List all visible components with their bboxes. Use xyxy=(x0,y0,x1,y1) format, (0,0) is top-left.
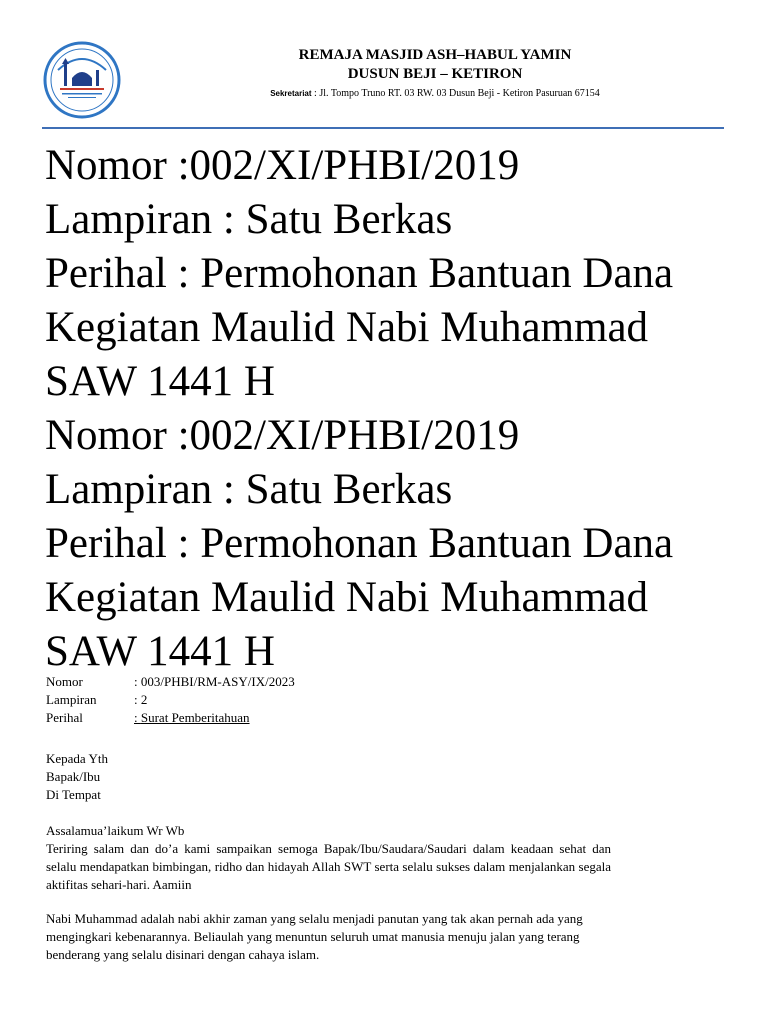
perihal-prefix: : xyxy=(134,710,141,725)
perihal-label: Perihal xyxy=(46,710,83,725)
letterhead xyxy=(0,0,768,130)
recipient-line: Di Tempat xyxy=(46,787,101,802)
nomor-value: : 003/PHBI/RM-ASY/IX/2023 xyxy=(134,674,295,689)
greeting: Assalamua’laikum Wr Wb xyxy=(46,823,185,838)
recipient-line: Bapak/Ibu xyxy=(46,769,101,784)
paragraph-2: Nabi Muhammad adalah nabi akhir zaman yang selalu menjadi panutan yang tak akan pernah ada yang mengingkari kebenarannya. Beliaulah yang menuntun seluruh umat manusia menuju jalan yang terang benderang yang selalu disinari dengan cahaya islam. xyxy=(46,911,583,962)
nomor-label: Nomor xyxy=(46,674,83,689)
paragraph-1: Teriring salam dan do’a kami sampaikan semoga Bapak/Ibu/Saudara/Saudari dalam keadaan sehat dan selalu mendapatkan bimbingan, ridho dan hidayah Allah SWT serta selalu sukses dalam menjalankan segala aktifitas sehari-hari. Aamiin xyxy=(46,841,611,892)
org-block xyxy=(130,46,740,101)
letter-meta xyxy=(46,673,606,727)
big-heading-line: SAW 1441 H xyxy=(45,358,275,405)
org-address xyxy=(130,87,740,101)
big-heading-line: Nomor :002/XI/PHBI/2019 xyxy=(45,412,520,459)
perihal-text: Surat Pemberitahuan xyxy=(140,710,250,725)
big-heading-line: Lampiran : Satu Berkas xyxy=(45,466,453,513)
address-text: : Jl. Tompo Truno RT. 03 RW. 03 Dusun Beji - Ketiron Pasuruan 67154 xyxy=(314,88,600,99)
address-label: Sekretariat xyxy=(270,89,312,98)
big-heading-line: Kegiatan Maulid Nabi Muhammad xyxy=(45,574,649,621)
big-heading-line: Perihal : Permohonan Bantuan Dana xyxy=(45,250,674,297)
mosque-emblem-icon xyxy=(42,40,122,120)
header-divider xyxy=(42,127,724,129)
meta-row-perihal xyxy=(46,709,606,727)
big-heading-line: Lampiran : Satu Berkas xyxy=(45,196,453,243)
meta-row-nomor xyxy=(46,673,606,691)
lampiran-value: : 2 xyxy=(134,692,148,707)
big-heading-line: SAW 1441 H xyxy=(45,628,275,675)
letter-body xyxy=(46,822,611,964)
big-heading-line: Nomor :002/XI/PHBI/2019 xyxy=(45,142,520,189)
perihal-value xyxy=(134,710,250,725)
big-heading-line: Perihal : Permohonan Bantuan Dana xyxy=(45,520,674,567)
org-name: REMAJA MASJID ASH–HABUL YAMIN xyxy=(298,47,572,63)
perihal-value-wrap xyxy=(134,709,606,727)
org-subtitle: DUSUN BEJI – KETIRON xyxy=(347,66,523,82)
recipient-block xyxy=(46,750,346,804)
big-heading-line: Kegiatan Maulid Nabi Muhammad xyxy=(45,304,649,351)
recipient-line: Kepada Yth xyxy=(46,751,108,766)
big-heading-block xyxy=(45,139,745,679)
meta-row-lampiran xyxy=(46,691,606,709)
lampiran-label: Lampiran xyxy=(46,692,97,707)
